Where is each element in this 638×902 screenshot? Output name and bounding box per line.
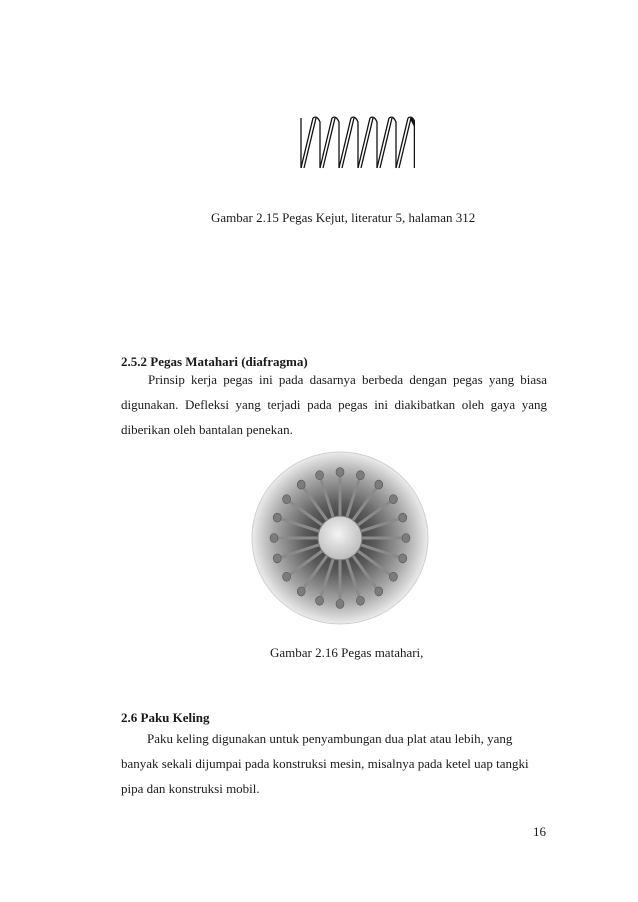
page-number: 16 — [533, 824, 546, 839]
spring-finger-tip — [389, 572, 397, 581]
spring-finger-tip — [297, 587, 305, 596]
spring-coil — [301, 118, 316, 168]
spring-finger-tip — [283, 572, 291, 581]
spring-finger-tip — [399, 513, 407, 522]
spring-coil — [377, 118, 392, 168]
spring-finger-tip — [273, 554, 281, 563]
section-heading-paku-keling: 2.6 Paku Keling — [121, 710, 210, 725]
spring-finger-tip — [336, 600, 344, 609]
paragraph-line: digunakan. Defleksi yang terjadi pada pegas ini diakibatkan oleh gaya yang — [121, 397, 547, 412]
spring-finger-tip — [375, 480, 383, 489]
spring-end-right — [411, 118, 415, 168]
paragraph-line: Prinsip kerja pegas ini pada dasarnya berbeda dengan pegas yang biasa — [148, 372, 547, 387]
paragraph-line: banyak sekali dijumpai pada konstruksi mesin, misalnya pada ketel uap tangki — [121, 756, 529, 771]
spring-finger-tip — [273, 513, 281, 522]
section-heading-pegas-matahari: 2.5.2 Pegas Matahari (diafragma) — [121, 354, 308, 369]
spring-coil — [320, 118, 335, 168]
spring-coil — [339, 118, 354, 168]
spring-finger-tip — [356, 471, 364, 480]
paragraph-line: Paku keling digunakan untuk penyambungan dua plat atau lebih, yang — [147, 731, 513, 746]
spring-coil — [396, 118, 411, 168]
spring-finger-tip — [399, 554, 407, 563]
spring-finger-tip — [402, 534, 410, 543]
paragraph-line: diberikan oleh bantalan penekan. — [121, 422, 293, 437]
spring-finger-tip — [336, 468, 344, 477]
spring-coil — [358, 118, 373, 168]
paragraph-paku-keling — [121, 726, 547, 801]
diaphragm-spring-illustration — [250, 450, 430, 626]
spring-finger-tip — [316, 596, 324, 605]
figure-caption-spring: Gambar 2.15 Pegas Kejut, literatur 5, halaman 312 — [211, 210, 476, 225]
paragraph-pegas-matahari — [121, 367, 547, 442]
spring-finger-tip — [270, 534, 278, 543]
spring-finger-tip — [356, 596, 364, 605]
spring-finger-tip — [297, 480, 305, 489]
spring-finger-tip — [375, 587, 383, 596]
spring-finger-tip — [316, 471, 324, 480]
spring-finger-tip — [283, 495, 291, 504]
compression-spring-illustration — [295, 114, 415, 172]
paragraph-line: pipa dan konstruksi mobil. — [121, 781, 260, 796]
spring-finger-tip — [389, 495, 397, 504]
figure-caption-diaphragm: Gambar 2.16 Pegas matahari, — [270, 645, 424, 660]
